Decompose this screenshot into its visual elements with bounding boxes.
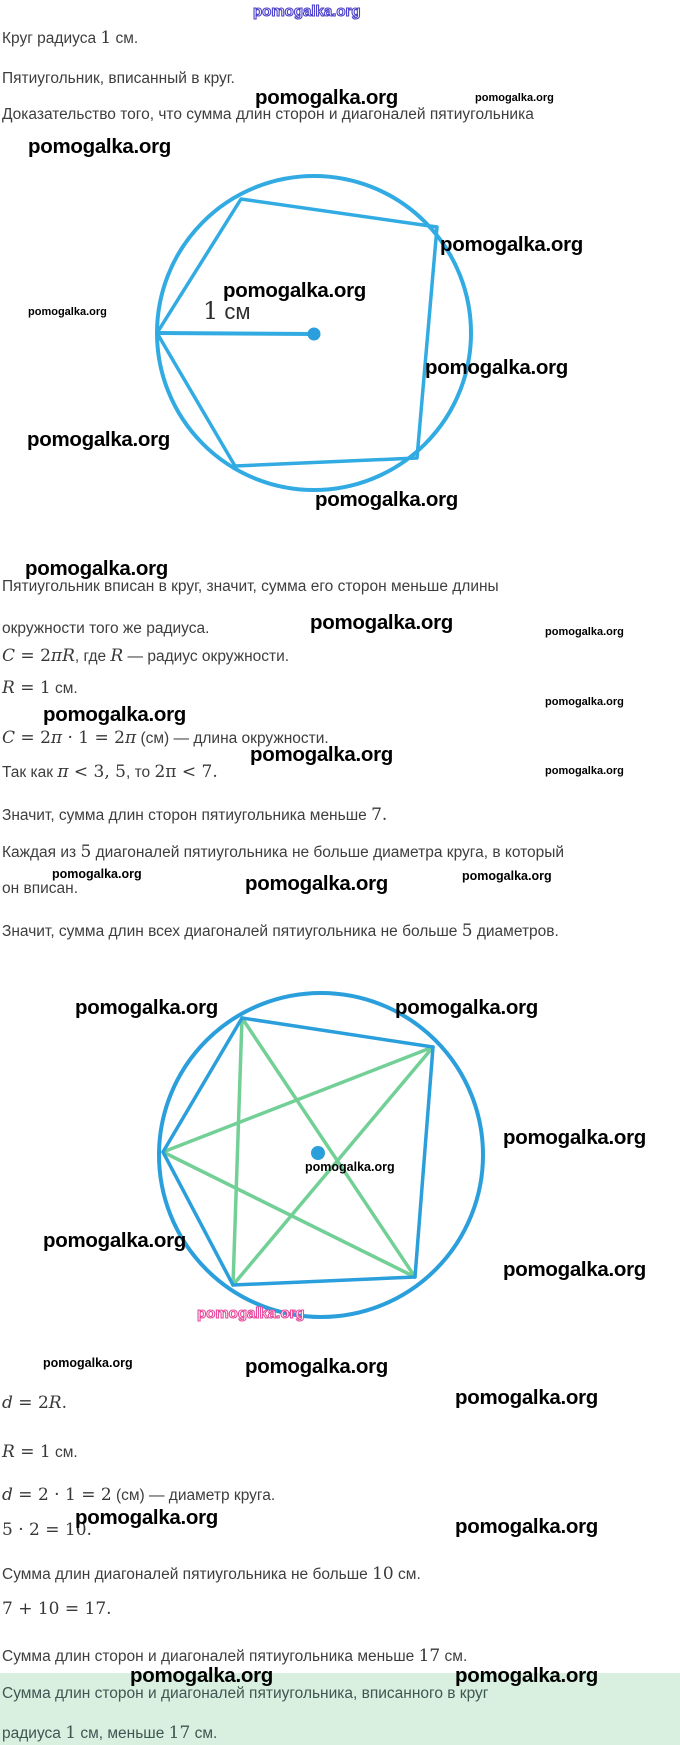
watermark: pomogalka.org	[52, 867, 142, 881]
watermark: pomogalka.org	[462, 869, 552, 883]
line-diagonals-10: Сумма длин диагоналей пятиугольника не больше 10 см.	[2, 1564, 421, 1584]
line-diagonals-5-diameters: Значит, сумма длин всех диагоналей пятиугольника не больше 5 диаметров.	[2, 921, 559, 941]
watermark: pomogalka.org	[43, 703, 187, 726]
center-dot-1	[308, 328, 321, 341]
line-5-times-2: 5 · 2 = 10.	[2, 1520, 92, 1540]
watermark: pomogalka.org	[455, 1386, 599, 1409]
watermark: pomogalka.org	[440, 233, 584, 256]
watermark: pomogalka.org	[43, 1229, 187, 1252]
watermark: pomogalka.org	[255, 86, 399, 109]
watermark: pomogalka.org	[245, 1355, 389, 1378]
watermark: pomogalka.org	[130, 1664, 274, 1687]
line-c-calculation: C = 2π · 1 = 2π (см) — длина окружности.	[2, 728, 329, 748]
watermark: pomogalka.org	[315, 488, 459, 511]
watermark-pink-fragment: pomogalka.org	[197, 1305, 305, 1322]
watermark: pomogalka.org	[545, 765, 624, 777]
watermark: pomogalka.org	[305, 1160, 395, 1174]
diagram-pentagon-in-circle-1	[157, 176, 471, 490]
watermark: pomogalka.org	[25, 557, 169, 580]
watermark: pomogalka.org	[28, 135, 172, 158]
watermark: pomogalka.org	[503, 1258, 647, 1281]
diagonal-line	[242, 1018, 415, 1277]
watermark: pomogalka.org	[545, 626, 624, 638]
watermark: pomogalka.org	[250, 743, 394, 766]
line-each-diagonal: Каждая из 5 диагоналей пятиугольника не больше диаметра круга, в который	[2, 842, 565, 862]
watermark: pomogalka.org	[455, 1664, 599, 1687]
watermark-outlined: pomogalka.org	[253, 3, 361, 20]
line-formula-circumference: C = 2πR, где R — радиус окружности.	[2, 646, 290, 666]
radius-value: 1	[203, 297, 219, 325]
center-dot-2	[311, 1146, 325, 1160]
radius-unit: см	[218, 299, 251, 324]
watermark: pomogalka.org	[75, 1506, 219, 1529]
line-pentagon-inscribed: Пятиугольник, вписанный в круг.	[2, 70, 235, 87]
watermark: pomogalka.org	[75, 996, 219, 1019]
line-7-plus-10: 7 + 10 = 17.	[2, 1599, 112, 1619]
watermark: pomogalka.org	[545, 696, 624, 708]
watermark: pomogalka.org	[43, 1356, 133, 1370]
line-circle-radius: Круг радиуса 1 см.	[2, 28, 139, 48]
radius-line	[157, 333, 314, 334]
line-proof-intro: Доказательство того, что сумма длин сторон и диагоналей пятиугольника	[2, 106, 534, 123]
watermark: pomogalka.org	[28, 306, 107, 318]
line-r-equals-1: R = 1 см.	[2, 678, 78, 698]
line-same-radius: окружности того же радиуса.	[2, 620, 210, 637]
line-d-equals-2r: d = 2R.	[2, 1393, 67, 1413]
diagram-pentagon-star-in-circle-2	[159, 993, 483, 1317]
watermark: pomogalka.org	[455, 1515, 599, 1538]
watermark: pomogalka.org	[425, 356, 569, 379]
line-d-calculation: d = 2 · 1 = 2 (см) — диаметр круга.	[2, 1485, 276, 1505]
line-conclusion-1: Сумма длин сторон и диагоналей пятиугольника, вписанного в круг	[2, 1685, 489, 1702]
line-inscribed: он вписан.	[2, 880, 79, 897]
watermark: pomogalka.org	[27, 428, 171, 451]
line-sides-less-7: Значит, сумма длин сторон пятиугольника меньше 7.	[2, 805, 388, 825]
watermark: pomogalka.org	[503, 1126, 647, 1149]
line-sides-less-than: Пятиугольник вписан в круг, значит, сумма его сторон меньше длины	[2, 578, 499, 595]
diagonal-line	[233, 1018, 242, 1285]
watermark: pomogalka.org	[395, 996, 539, 1019]
watermark: pomogalka.org	[223, 279, 367, 302]
watermark: pomogalka.org	[245, 872, 389, 895]
watermark: pomogalka.org	[310, 611, 454, 634]
watermark: pomogalka.org	[475, 92, 554, 104]
line-pi-inequality: Так как π < 3, 5, то 2π < 7.	[2, 762, 218, 782]
line-conclusion-2: радиуса 1 см, меньше 17 см.	[2, 1723, 218, 1743]
line-r-equals-1-again: R = 1 см.	[2, 1442, 78, 1462]
line-sum-less-17: Сумма длин сторон и диагоналей пятиугольника меньше 17 см.	[2, 1646, 468, 1666]
